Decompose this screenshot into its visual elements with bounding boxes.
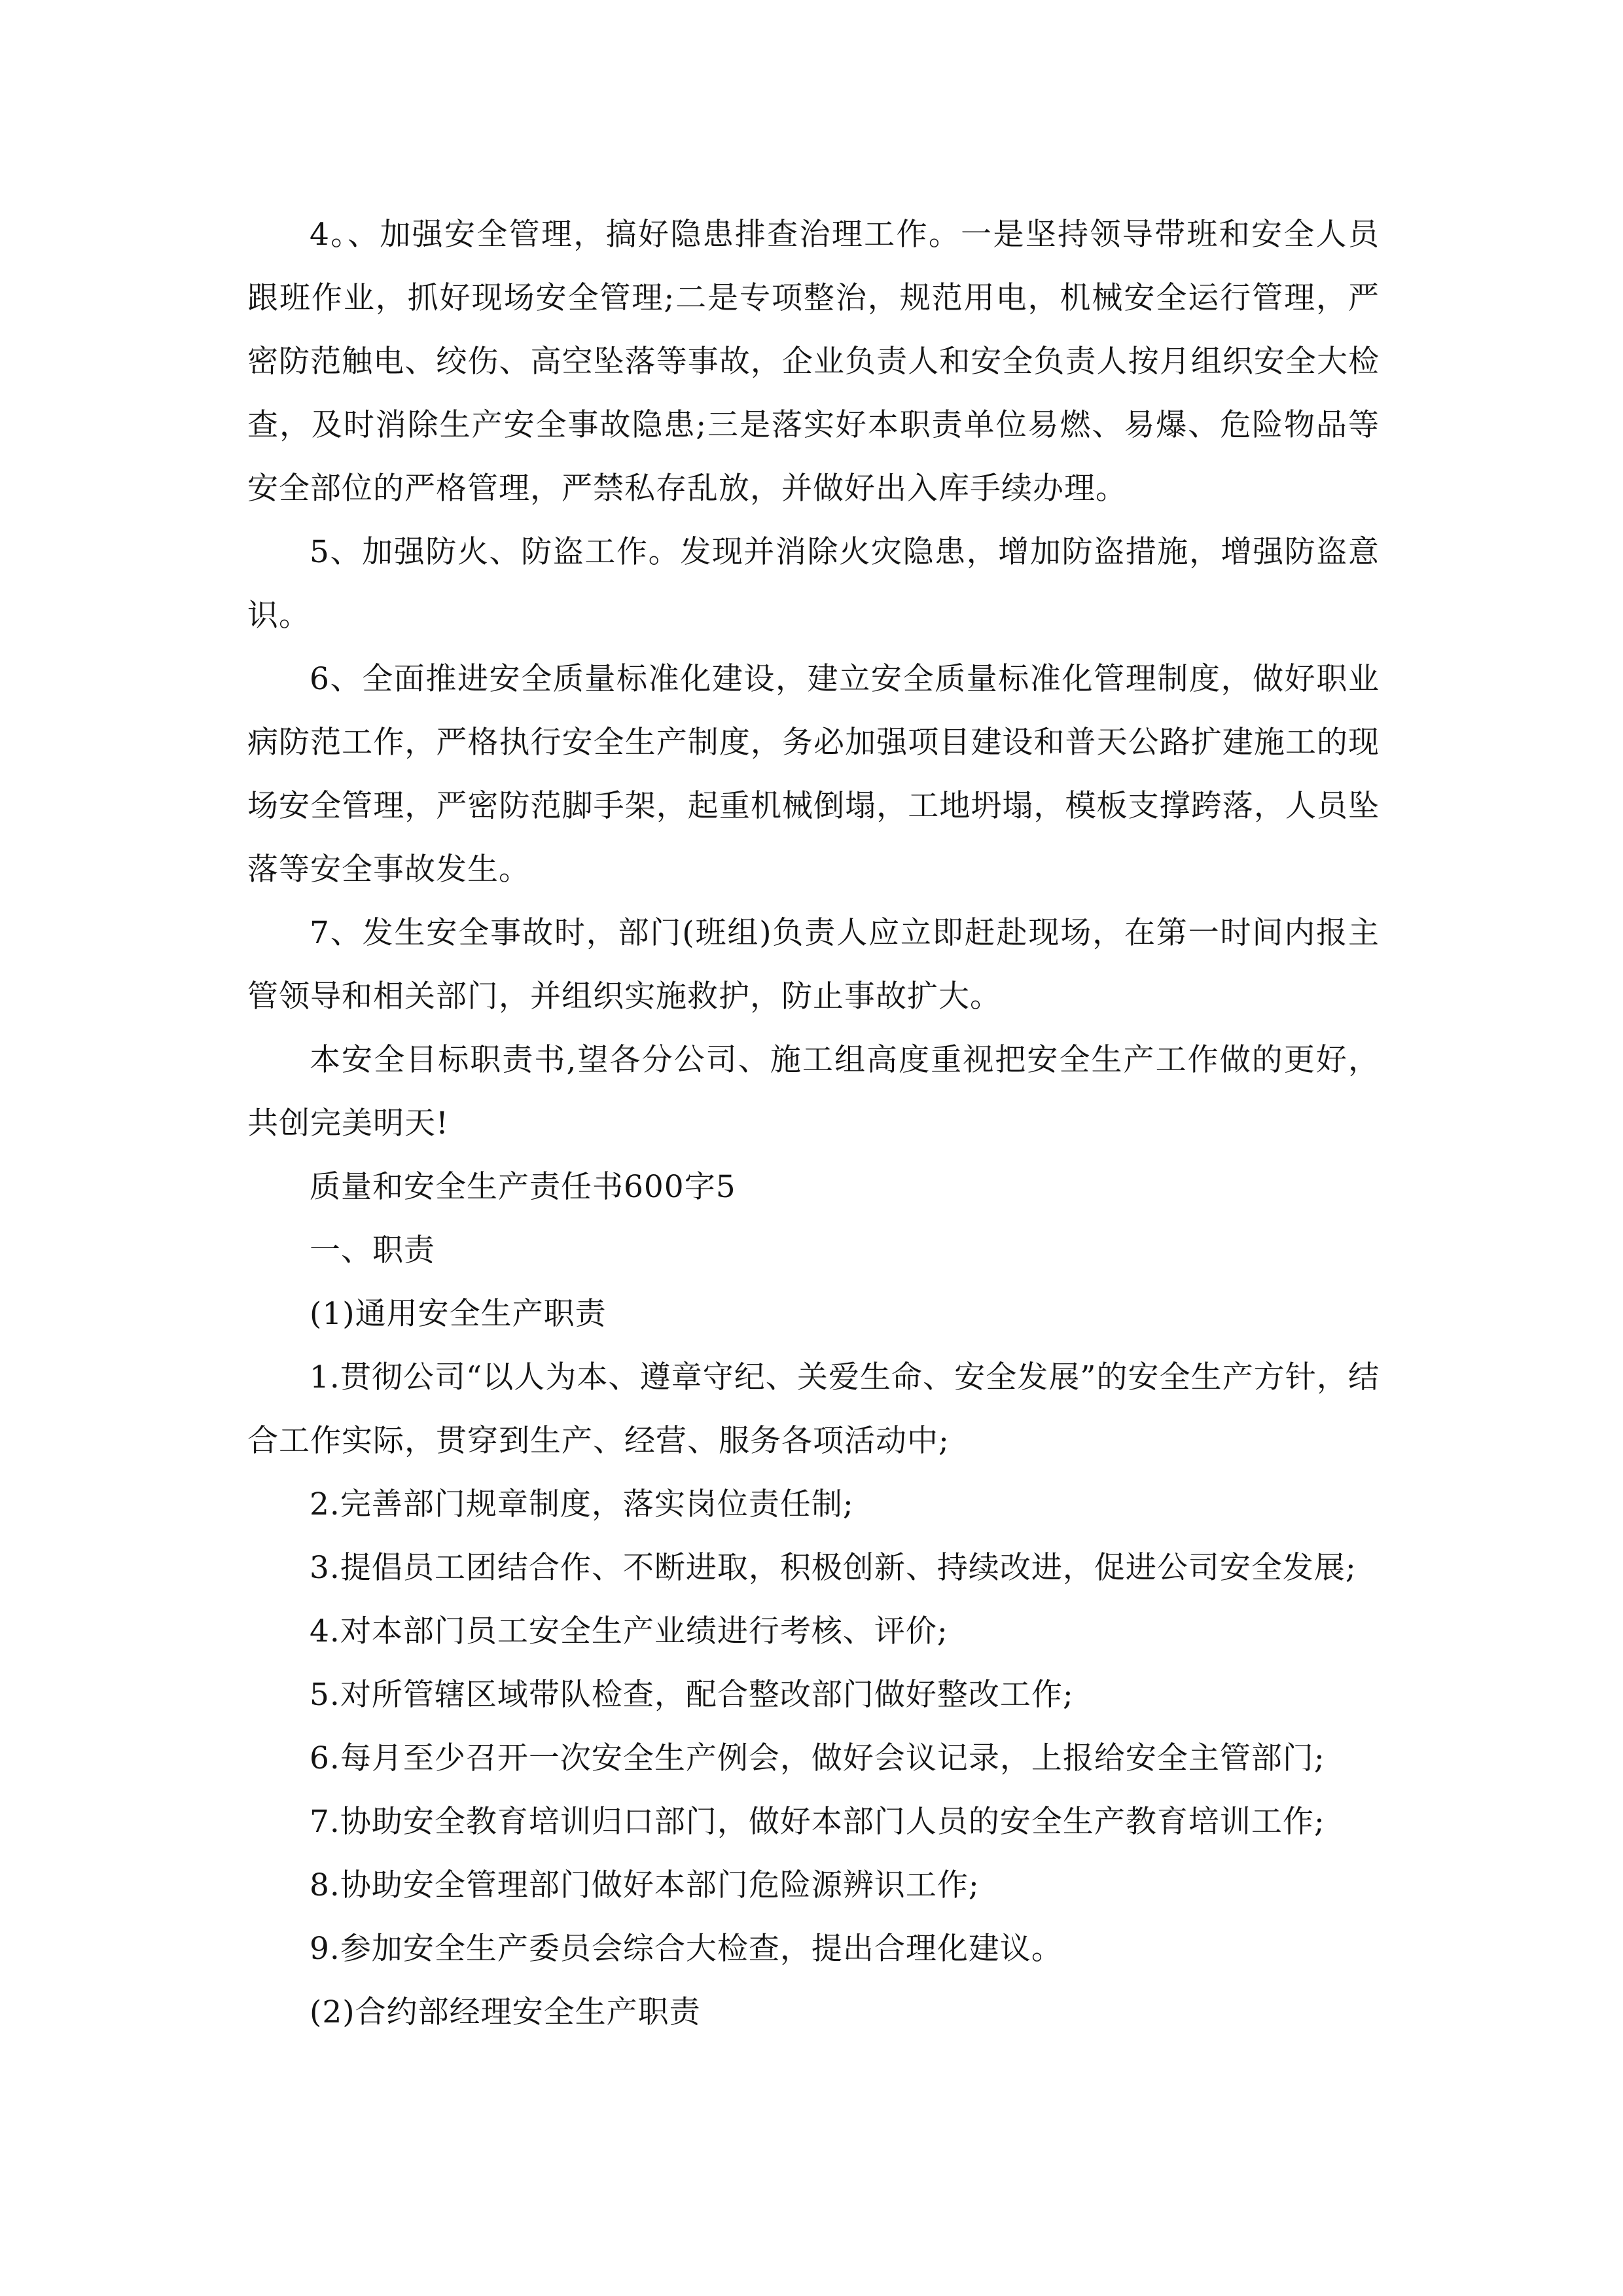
list-item-6: 6.每月至少召开一次安全生产例会，做好会议记录，上报给安全主管部门; (310, 1740, 1325, 1776)
list-item-7: 7.协助安全教育培训归口部门，做好本部门人员的安全生产教育培训工作; (310, 1804, 1325, 1840)
list-item-9: 9.参加安全生产委员会综合大检查，提出合理化建议。 (310, 1931, 1063, 1967)
list-item-4: 4.对本部门员工安全生产业绩进行考核、评价; (310, 1613, 948, 1649)
list-item-1: 1.贯彻公司“以人为本、遵章守纪、关爱生命、安全发展”的安全生产方针，结合工作实际，贯穿到生产、经营、服务各项活动中; (247, 1359, 1380, 1459)
list-item-5: 5.对所管辖区域带队检查，配合整改部门做好整改工作; (310, 1677, 1074, 1713)
subheading-general-duties: (1)通用安全生产职责 (310, 1296, 607, 1332)
paragraph-item-4-safety-management: 4。、加强安全管理，搞好隐患排查治理工作。一是坚持领导带班和安全人员跟班作业，抓好现场安全管理;二是专项整治，规范用电，机械安全运行管理，严密防范触电、绞伤、高空坠落等事故，企业负责人和安全负责人按月组织安全大检查，及时消除生产安全事故隐患;三是落实好本职责单位易燃、易爆、危险物品等安全部位的严格管理，严禁私存乱放，并做好出入库手续办理。 (247, 217, 1380, 507)
paragraph-item-7-accident-response: 7、发生安全事故时，部门(班组)负责人应立即赶赴现场，在第一时间内报主管领导和相关部门，并组织实施救护，防止事故扩大。 (247, 915, 1380, 1014)
heading-duties: 一、职责 (310, 1232, 435, 1268)
paragraph-item-5-fire-theft: 5、加强防火、防盗工作。发现并消除火灾隐患，增加防盗措施，增强防盗意识。 (247, 534, 1380, 634)
section-title: 质量和安全生产责任书600字5 (310, 1169, 736, 1205)
document-page (247, 203, 1380, 2044)
paragraph-item-6-standardization: 6、全面推进安全质量标准化建设，建立安全质量标准化管理制度，做好职业病防范工作，严格执行安全生产制度，务必加强项目建设和普天公路扩建施工的现场安全管理，严密防范脚手架，起重机械倒塌，工地坍塌，模板支撑跨落，人员坠落等安全事故发生。 (247, 661, 1380, 888)
list-item-2: 2.完善部门规章制度，落实岗位责任制; (310, 1486, 854, 1522)
list-item-3: 3.提倡员工团结合作、不断进取，积极创新、持续改进，促进公司安全发展; (310, 1550, 1357, 1586)
subheading-contract-manager-duties: (2)合约部经理安全生产职责 (310, 1994, 701, 2030)
paragraph-closing-statement: 本安全目标职责书,望各分公司、施工组高度重视把安全生产工作做的更好，共创完美明天! (247, 1042, 1380, 1141)
list-item-8: 8.协助安全管理部门做好本部门危险源辨识工作; (310, 1867, 980, 1903)
